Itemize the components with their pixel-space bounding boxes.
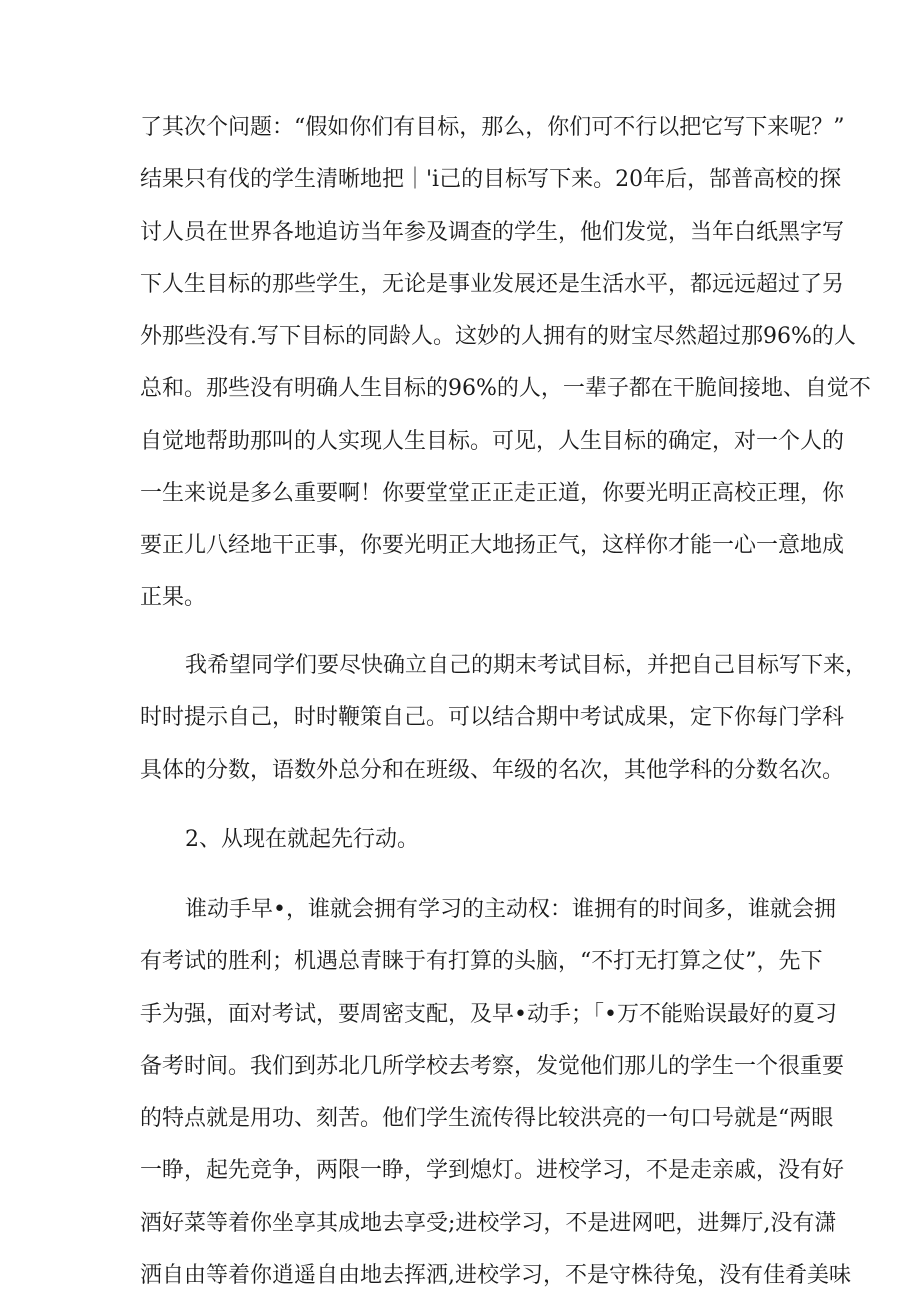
text-line: 洒自由等着你逍遥自由地去挥洒,进校学习，不是守株待兔，没有佳肴美味 <box>140 1263 851 1288</box>
text-line: 正果。 <box>140 585 207 610</box>
text-line: 自觉地帮助那叫的人实现人生目标。可见，人生目标的确定，对一个人的 <box>140 429 845 454</box>
text-line: 2、从现在就起先行动。 <box>185 827 419 852</box>
text-line: 谁动手早•，谁就会拥有学习的主动权：谁拥有的时间多，谁就会拥 <box>185 897 836 922</box>
text-line: 要正儿八经地干正事，你要光明正大地扬正气，这样你才能一心一意地成 <box>140 533 845 558</box>
text-line: 讨人员在世界各地追访当年参及调查的学生，他们发觉，当年白纸黑字写 <box>140 220 845 245</box>
text-line: 总和。那些没有明确人生目标的96%的人，一辈子都在干脆间接地、自觉不 <box>140 376 871 401</box>
text-line: 手为强，面对考试，要周密支配，及早•动手；「•万不能贻误最好的夏习 <box>140 1002 837 1027</box>
text-line: 的特点就是用功、刻苦。他们学生流传得比较洪亮的一句口号就是“两眼 <box>140 1106 834 1131</box>
text-line: 备考时间。我们到苏北几所学校去考察，发觉他们那儿的学生一个很重要 <box>140 1054 845 1079</box>
text-line: 有考试的胜利；机遇总青睐于有打算的头脑，“不打无打算之仗”，先下 <box>140 949 823 974</box>
text-line: 外那些没有.写下目标的同龄人。这妙的人拥有的财宝尽然超过那96%的人 <box>140 324 856 349</box>
text-line: 结果只有伐的学生清晰地把｜'i己的目标写下来。20年后，郜普高校的探 <box>140 167 842 192</box>
text-line: 酒好菜等着你坐享其成地去享受;进校学习，不是进网吧，进舞厅,没有潇 <box>140 1211 837 1236</box>
text-line: 一睁，起先竞争，两限一睁，学到熄灯。进校学习，不是走亲戚，没有好 <box>140 1158 845 1183</box>
text-line: 时时提示自己，时时鞭策自己。可以结合期中考试成果，定下你每门学科 <box>140 705 845 730</box>
text-line: 一生来说是多么重要啊！你要堂堂正正走正道，你要光明正高校正理，你 <box>140 481 845 506</box>
text-line: 我希望同学们要尽快确立自己的期末考试目标，并把自己目标写下来， <box>185 653 868 678</box>
text-line: 了其次个问题：“假如你们有目标，那么，你们可不行以把它写下来呢？” <box>140 115 845 140</box>
text-line: 具体的分数，语数外总分和在班级、年级的名次，其他学科的分数名次。 <box>140 758 845 783</box>
text-line: 下人生目标的那些学生，无论是事业发展还是生活水平，都远远超过了另 <box>140 272 845 297</box>
